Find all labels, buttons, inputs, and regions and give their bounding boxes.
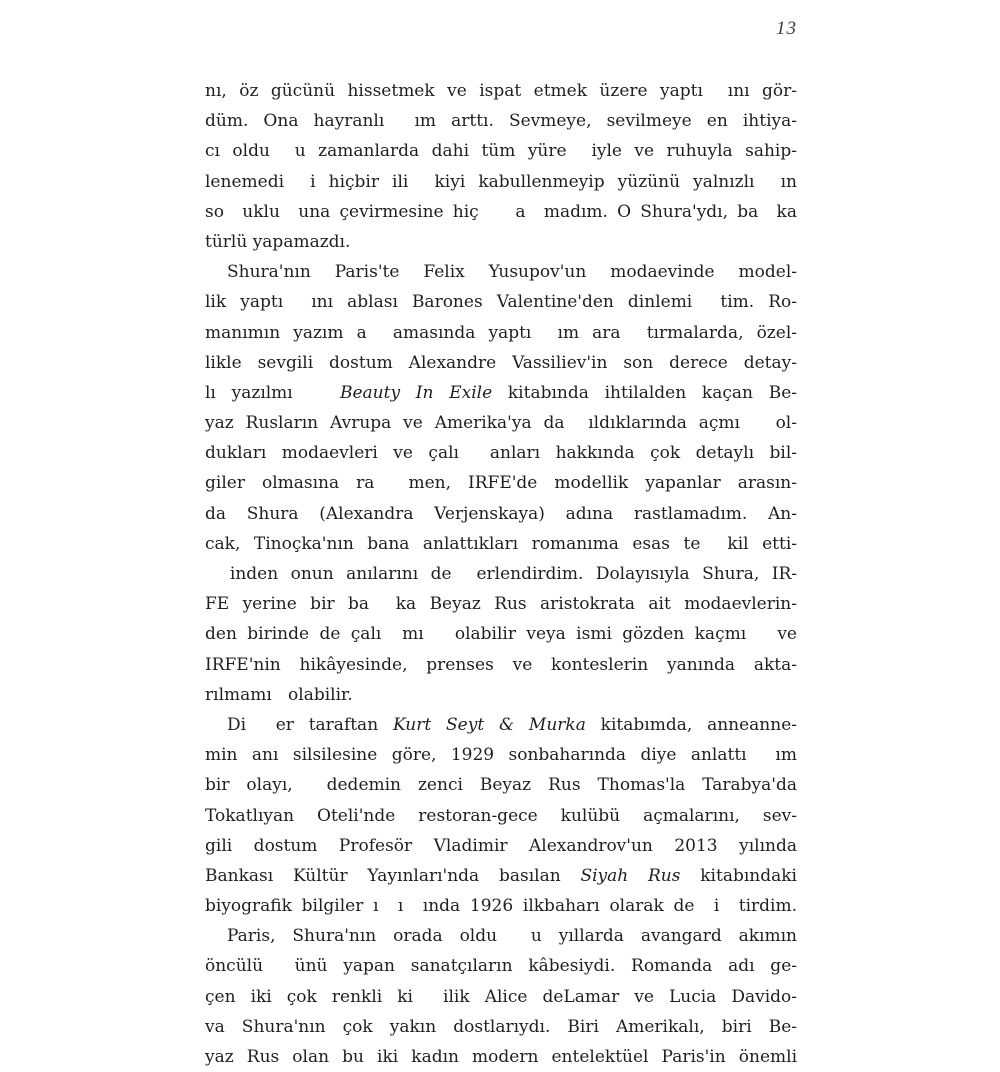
text-segment: Shura'nın Paris'te Felix Yusupov'un modaevinde model-: [227, 262, 797, 283]
text-line: [205, 619, 797, 649]
italic-title: Kurt Seyt & Murka: [392, 714, 586, 735]
text-line: [205, 650, 797, 680]
text-segment: manımın yazım a amasında yaptı ım ara tırmalarda, özel-: [205, 322, 797, 343]
text-line: [205, 770, 797, 800]
text-segment: cak, Tinoçka'nın bana anlattıkları romanıma esas te kil etti-: [205, 533, 797, 554]
text-segment: Di er taraftan: [227, 714, 393, 735]
body-text: [205, 76, 797, 1072]
text-line: [205, 227, 797, 257]
text-line: [205, 801, 797, 831]
text-line: [205, 287, 797, 317]
text-segment: gili dostum Profesör Vladimir Alexandrov'un 2013 yılında: [205, 835, 797, 856]
text-line: [205, 1012, 797, 1042]
text-segment: den birinde de çalı mı olabilir veya ismi gözden kaçmı ve: [205, 624, 797, 645]
text-segment: inden onun anılarını de erlendirdim. Dolayısıyla Shura, IR-: [205, 564, 797, 584]
text-line: [205, 680, 797, 710]
text-segment: giler olmasına ra men, IRFE'de modellik yapanlar arasın-: [205, 473, 797, 494]
text-line: [205, 318, 797, 348]
text-segment: nı, öz gücünü hissetmek ve ispat etmek üzere yaptı ını gör-: [205, 81, 797, 101]
italic-title: Siyah Rus: [580, 865, 681, 886]
text-segment: cı oldu u zamanlarda dahi tüm yüre iyle ve ruhuyla sahip-: [205, 141, 797, 162]
text-segment: lenemedi i hiçbir ili kiyi kabullenmeyip yüzünü yalnızlı ın: [205, 171, 797, 192]
text-line: [205, 589, 797, 619]
text-segment: rılmamı olabilir.: [205, 684, 353, 705]
text-segment: biyografik bilgiler ı ı ında 1926 ilkbaharı olarak de i tirdim.: [205, 896, 797, 917]
text-line: [205, 982, 797, 1012]
text-segment: lik yaptı ını ablası Barones Valentine'den dinlemi tim. Ro-: [205, 292, 797, 313]
text-segment: va Shura'nın çok yakın dostlarıydı. Biri Amerikalı, biri Be-: [205, 1016, 797, 1037]
text-line: [205, 197, 797, 227]
text-line: [205, 348, 797, 378]
text-line: [205, 951, 797, 981]
text-line: [205, 1042, 797, 1072]
text-line: [205, 378, 797, 408]
text-line: [205, 167, 797, 197]
text-segment: bir olayı, dedemin zenci Beyaz Rus Thomas'la Tarabya'da: [205, 775, 797, 796]
text-line: [205, 740, 797, 770]
italic-title: Beauty In Exile: [339, 382, 493, 403]
text-segment: FE yerine bir ba ka Beyaz Rus aristokrata ait modaevlerin-: [205, 594, 797, 615]
text-segment: dukları modaevleri ve çalı anları hakkında çok detaylı bil-: [205, 443, 797, 464]
text-segment: so uklu una çevirmesine hiç a madım. O Shura'ydı, ba ka: [205, 201, 797, 222]
text-line: [205, 891, 797, 921]
text-segment: düm. Ona hayranlı ım arttı. Sevmeye, sevilmeye en ihtiya-: [205, 111, 797, 132]
text-line: [205, 861, 797, 891]
text-segment: çen iki çok renkli ki ilik Alice deLamar ve Lucia Davido-: [205, 986, 797, 1007]
text-line: [205, 559, 797, 589]
text-segment: kitabındaki: [680, 865, 797, 886]
text-line: [205, 438, 797, 468]
text-segment: kitabında ihtilalden kaçan Be-: [492, 382, 797, 403]
text-segment: Paris, Shura'nın orada oldu u yıllarda avangard akımın: [227, 926, 797, 947]
text-segment: IRFE'nin hikâyesinde, prenses ve konteslerin yanında akta-: [205, 654, 797, 675]
text-segment: da Shura (Alexandra Verjenskaya) adına rastlamadım. An-: [205, 503, 797, 524]
text-segment: türlü yapamazdı.: [205, 231, 351, 252]
text-line: [205, 257, 797, 287]
text-segment: yaz Rusların Avrupa ve Amerika'ya da ıldıklarında açmı ol-: [205, 413, 797, 434]
text-segment: öncülü ünü yapan sanatçıların kâbesiydi. Romanda adı ge-: [205, 956, 797, 977]
text-segment: lı yazılmı: [205, 382, 340, 403]
text-line: [205, 499, 797, 529]
text-segment: min anı silsilesine göre, 1929 sonbaharında diye anlattı ım: [205, 745, 797, 766]
text-line: [205, 408, 797, 438]
text-segment: Tokatlıyan Oteli'nde restoran-gece kulübü açmalarını, sev-: [205, 805, 797, 826]
text-segment: yaz Rus olan bu iki kadın modern entelektüel Paris'in önemli: [205, 1047, 797, 1067]
text-line: [205, 529, 797, 559]
text-line: [205, 710, 797, 740]
page-number: 13: [776, 18, 797, 39]
text-line: [205, 468, 797, 498]
text-line: [205, 136, 797, 166]
text-segment: kitabımda, anneanne-: [585, 714, 797, 735]
text-line: [205, 76, 797, 106]
text-line: [205, 921, 797, 951]
text-segment: Bankası Kültür Yayınları'nda basılan: [205, 865, 581, 886]
text-line: [205, 831, 797, 861]
text-segment: likle sevgili dostum Alexandre Vassiliev'in son derece detay-: [205, 352, 797, 373]
text-line: [205, 106, 797, 136]
